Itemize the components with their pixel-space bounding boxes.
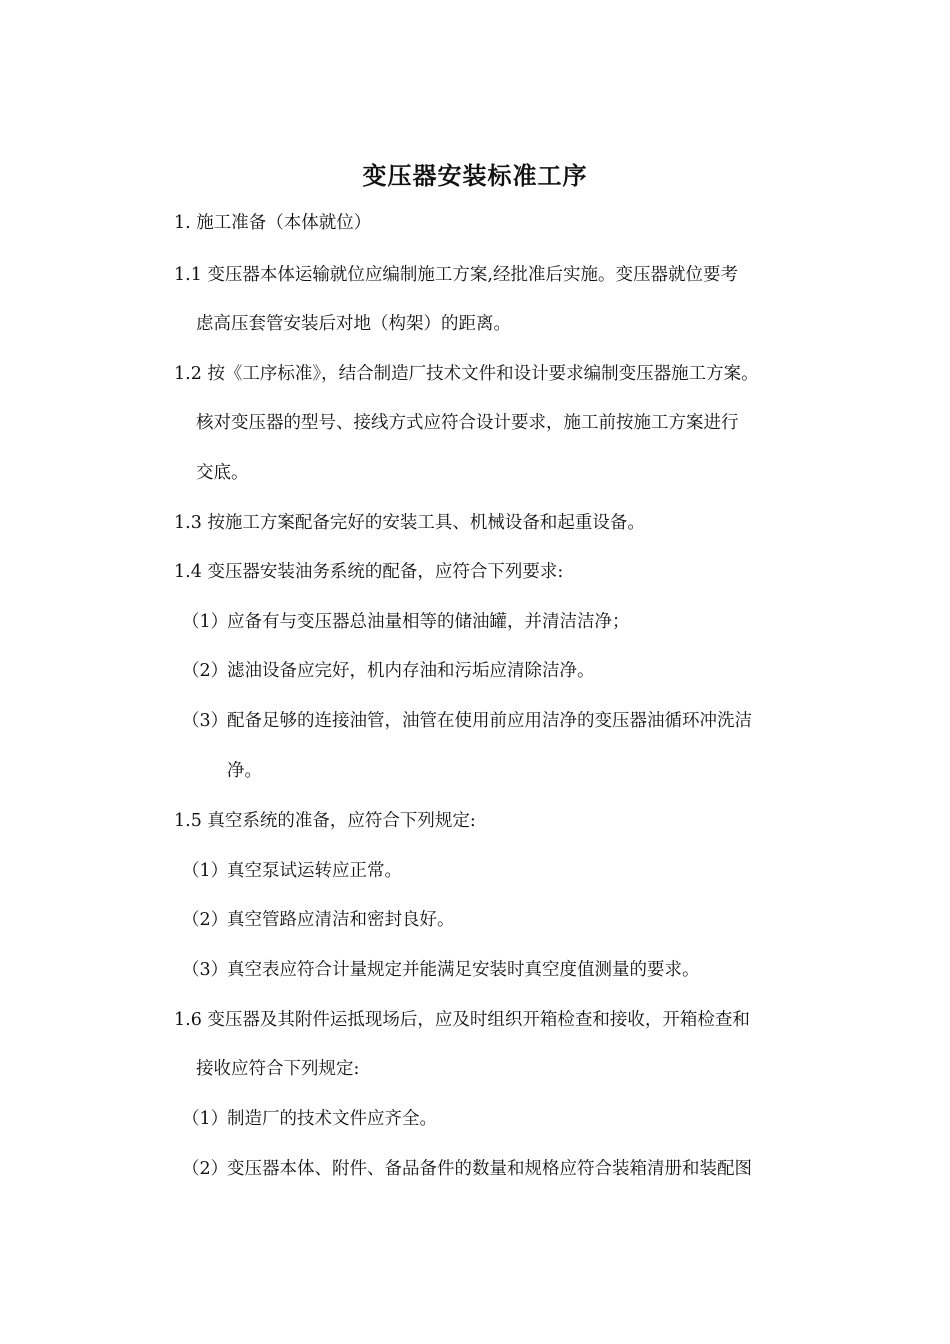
paragraph-1-1: 1.1 变压器本体运输就位应编制施工方案,经批准后实施。变压器就位要考: [174, 265, 738, 285]
list-item-cont: 净。: [227, 761, 262, 781]
list-item-text: 应备有与变压器总油量相等的储油罐，并清洁洁净；: [227, 612, 630, 632]
list-item-text: 真空管路应清洁和密封良好。: [227, 910, 455, 930]
list-marker: （1）: [182, 1109, 229, 1129]
paragraph-1-6: 1.6 变压器及其附件运抵现场后，应及时组织开箱检查和接收，开箱检查和: [174, 1010, 750, 1030]
list-item-text: 滤油设备应完好，机内存油和污垢应清除洁净。: [227, 661, 595, 681]
list-item: [182, 906, 455, 934]
list-item-text: 真空泵试运转应正常。: [227, 861, 402, 881]
paragraph-1-2: 1.2 按《工序标准》，结合制造厂技术文件和设计要求编制变压器施工方案。: [174, 364, 759, 384]
list-item-text: 制造厂的技术文件应齐全。: [227, 1109, 437, 1129]
list-marker: （1）: [182, 612, 229, 632]
list-item: [182, 707, 752, 735]
paragraph-1-4: 1.4 变压器安装油务系统的配备，应符合下列要求:: [174, 562, 564, 582]
list-item: [182, 608, 630, 636]
list-marker: （2）: [182, 661, 229, 681]
paragraph-1-5: 1.5 真空系统的准备，应符合下列规定:: [174, 811, 476, 831]
list-item-text: 配备足够的连接油管，油管在使用前应用洁净的变压器油循环冲洗洁: [227, 711, 752, 731]
section-heading-1: 1. 施工准备（本体就位）: [174, 213, 372, 233]
document-title: 变压器安装标准工序: [362, 161, 588, 190]
list-marker: （1）: [182, 861, 229, 881]
paragraph-1-3: 1.3 按施工方案配备完好的安装工具、机械设备和起重设备。: [174, 513, 645, 533]
paragraph-1-2-cont: 交底。: [196, 463, 249, 483]
list-item: [182, 1105, 437, 1133]
list-item: [182, 657, 595, 685]
list-marker: （2）: [182, 1159, 229, 1179]
list-item-text: 真空表应符合计量规定并能满足安装时真空度值测量的要求。: [227, 960, 700, 980]
list-marker: （3）: [182, 960, 229, 980]
list-marker: （2）: [182, 910, 229, 930]
list-item: [182, 956, 700, 984]
list-marker: （3）: [182, 711, 229, 731]
paragraph-1-1-cont: 虑高压套管安装后对地（构架）的距离。: [196, 314, 511, 334]
paragraph-1-2-cont: 核对变压器的型号、接线方式应符合设计要求，施工前按施工方案进行: [196, 413, 739, 433]
list-item: [182, 1155, 752, 1183]
list-item-text: 变压器本体、附件、备品备件的数量和规格应符合装箱清册和装配图: [227, 1159, 752, 1179]
list-item: [182, 857, 402, 885]
paragraph-1-6-cont: 接收应符合下列规定:: [196, 1059, 360, 1079]
